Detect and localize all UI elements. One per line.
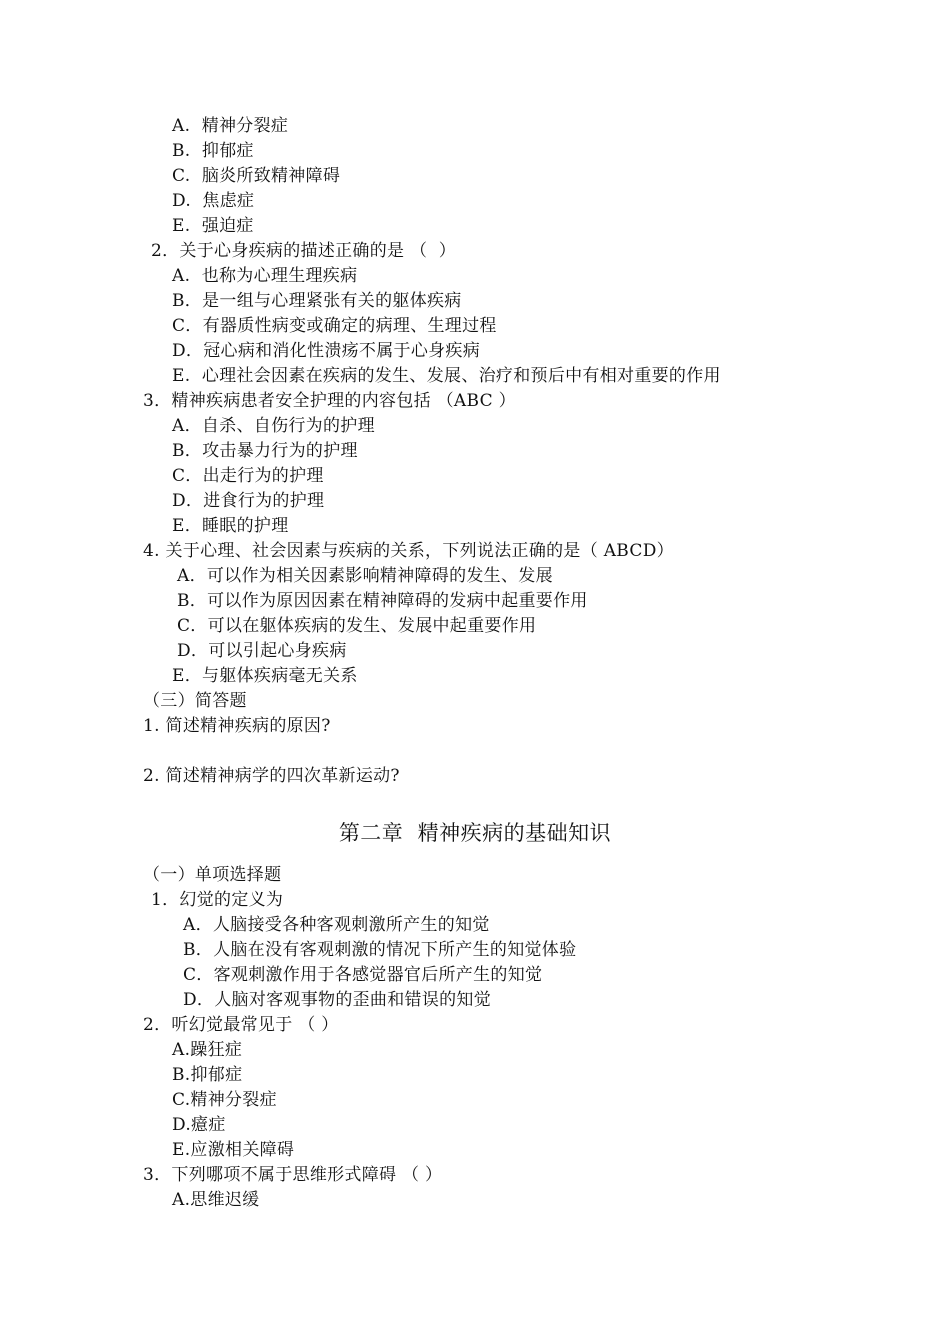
option-d: D．进食行为的护理	[172, 491, 325, 511]
short-answer-question: 2. 简述精神病学的四次革新运动?	[143, 766, 400, 786]
option-d: D. 焦虑症	[172, 191, 255, 211]
option-c: C.精神分裂症	[172, 1090, 277, 1110]
option-a: A．人脑接受各种客观刺激所产生的知觉	[183, 915, 490, 935]
option-b: B. 抑郁症	[172, 141, 254, 161]
option-c: C. 脑炎所致精神障碍	[172, 166, 341, 186]
question-text: 1．幻觉的定义为	[151, 890, 284, 910]
option-e: E.应激相关障碍	[172, 1140, 295, 1160]
question-text: 2．关于心身疾病的描述正确的是 （ ）	[151, 241, 457, 261]
option-b: B．可以作为原因因素在精神障碍的发病中起重要作用	[177, 591, 588, 611]
option-d: D．人脑对客观事物的歪曲和错误的知觉	[183, 990, 492, 1010]
option-c: C．有器质性病变或确定的病理、生理过程	[172, 316, 497, 336]
option-e: E．睡眠的护理	[172, 516, 289, 536]
option-b: B．是一组与心理紧张有关的躯体疾病	[172, 291, 462, 311]
option-e: E. 心理社会因素在疾病的发生、发展、治疗和预后中有相对重要的作用	[172, 366, 721, 386]
option-b: B.抑郁症	[172, 1065, 243, 1085]
option-b: B．人脑在没有客观刺激的情况下所产生的知觉体验	[183, 940, 577, 960]
question-text: 3．精神疾病患者安全护理的内容包括 （ABC ）	[143, 391, 516, 411]
option-a: A.思维迟缓	[172, 1190, 260, 1210]
option-d: D．可以引起心身疾病	[177, 641, 347, 661]
option-c: C．出走行为的护理	[172, 466, 324, 486]
option-a: A. 精神分裂症	[172, 116, 289, 136]
option-a: A.躁狂症	[172, 1040, 243, 1060]
option-e: E．与躯体疾病毫无关系	[172, 666, 358, 686]
section-heading: （三）简答题	[143, 691, 247, 711]
short-answer-question: 1. 简述精神疾病的原因?	[143, 716, 331, 736]
chapter-title: 第二章 精神疾病的基础知识	[338, 821, 612, 845]
option-c: C．客观刺激作用于各感觉器官后所产生的知觉	[183, 965, 543, 985]
section-heading: （一）单项选择题	[143, 865, 282, 885]
option-c: C．可以在躯体疾病的发生、发展中起重要作用	[177, 616, 537, 636]
question-text: 2．听幻觉最常见于 （ ）	[143, 1015, 339, 1035]
option-e: E. 强迫症	[172, 216, 254, 236]
option-d: D．冠心病和消化性溃疡不属于心身疾病	[172, 341, 481, 361]
question-text: 3．下列哪项不属于思维形式障碍 （ ）	[143, 1165, 443, 1185]
option-a: A. 也称为心理生理疾病	[172, 266, 358, 286]
option-b: B．攻击暴力行为的护理	[172, 441, 358, 461]
option-a: A．可以作为相关因素影响精神障碍的发生、发展	[177, 566, 553, 586]
option-a: A．自杀、自伤行为的护理	[172, 416, 375, 436]
question-text: 4. 关于心理、社会因素与疾病的关系，下列说法正确的是（ ABCD）	[143, 541, 674, 561]
option-d: D.癔症	[172, 1115, 226, 1135]
